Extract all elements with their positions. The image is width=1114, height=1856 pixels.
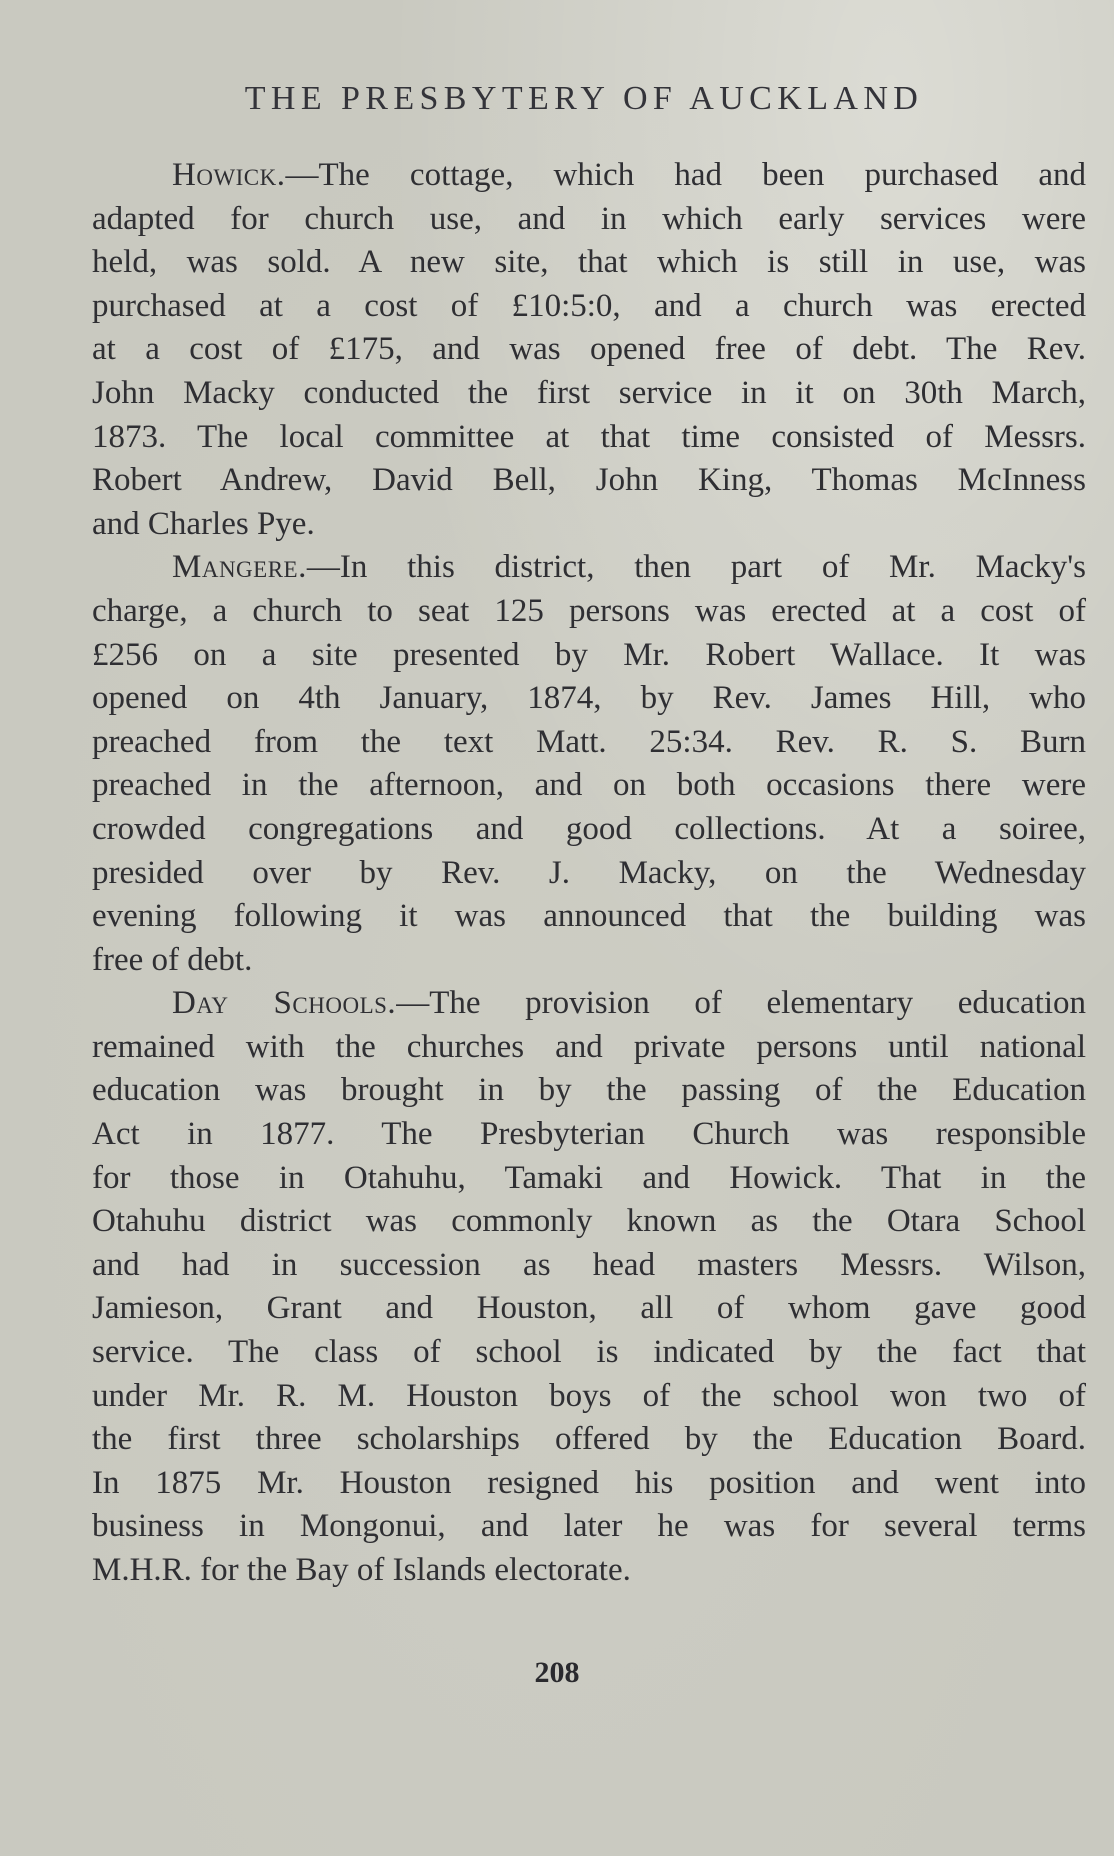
text-line: £256 on a site presented by Mr. Robert Wallace. It was (92, 636, 1086, 673)
text-line: for those in Otahuhu, Tamaki and Howick. That in the (92, 1159, 1086, 1196)
section-heading: Day Schools. (172, 985, 397, 1022)
text-line: crowded congregations and good collections. At a soiree, (92, 810, 1086, 847)
text-line: under Mr. R. M. Houston boys of the school won two of (92, 1377, 1086, 1414)
paragraph-day-schools (92, 982, 1086, 1592)
text-line: held, was sold. A new site, that which is still in use, was (92, 244, 1086, 281)
text-line: and had in succession as head masters Messrs. Wilson, (92, 1246, 1086, 1283)
text-line: preached in the afternoon, and on both occasions there were (92, 767, 1086, 804)
text-line: Jamieson, Grant and Houston, all of whom gave good (92, 1290, 1086, 1327)
text-line: free of debt. (92, 941, 253, 978)
text-line: the first three scholarships offered by the Education Board. (92, 1421, 1086, 1458)
text-line: at a cost of £175, and was opened free of debt. The Rev. (92, 331, 1086, 368)
text-line: adapted for church use, and in which early services were (92, 200, 1086, 237)
text-line: evening following it was announced that the building was (92, 898, 1086, 935)
text-line: John Macky conducted the first service in it on 30th March, (92, 374, 1086, 411)
text-line: Day Schools.—The provision of elementary education (172, 985, 1086, 1022)
text-line: education was brought in by the passing of the Education (92, 1072, 1086, 1109)
text-line: business in Mongonui, and later he was for several terms (92, 1508, 1086, 1545)
text-line: Act in 1877. The Presbyterian Church was responsible (92, 1116, 1086, 1153)
text-line: purchased at a cost of £10:5:0, and a church was erected (92, 287, 1086, 324)
paragraph-howick (92, 154, 1086, 546)
paragraph-mangere (92, 546, 1086, 982)
text-line: and Charles Pye. (92, 505, 315, 542)
section-heading: Mangere. (172, 549, 307, 586)
text-line: M.H.R. for the Bay of Islands electorate. (92, 1552, 631, 1588)
text-line: Howick.—The cottage, which had been purchased and (172, 157, 1086, 193)
text-line: service. The class of school is indicated by the fact that (92, 1334, 1086, 1371)
text-line: Mangere.—In this district, then part of Mr. Macky's (172, 549, 1086, 586)
page-number: 208 (534, 1656, 580, 1689)
section-heading: Howick. (172, 157, 286, 193)
text-line: charge, a church to seat 125 persons was erected at a cost of (92, 592, 1086, 629)
text-line: opened on 4th January, 1874, by Rev. James Hill, who (92, 680, 1086, 717)
running-head: THE PRESBYTERY OF AUCKLAND (244, 80, 924, 117)
text-line: Otahuhu district was commonly known as the Otara School (92, 1203, 1086, 1240)
text-line: preached from the text Matt. 25:34. Rev. R. S. Burn (92, 723, 1086, 760)
text-line: 1873. The local committee at that time consisted of Messrs. (92, 418, 1086, 455)
text-line: In 1875 Mr. Houston resigned his position and went into (92, 1464, 1086, 1501)
text-line: Robert Andrew, David Bell, John King, Thomas McInness (92, 462, 1086, 499)
body-text (92, 154, 1086, 1593)
text-line: remained with the churches and private persons until national (92, 1028, 1086, 1065)
text-line: presided over by Rev. J. Macky, on the Wednesday (92, 854, 1086, 891)
